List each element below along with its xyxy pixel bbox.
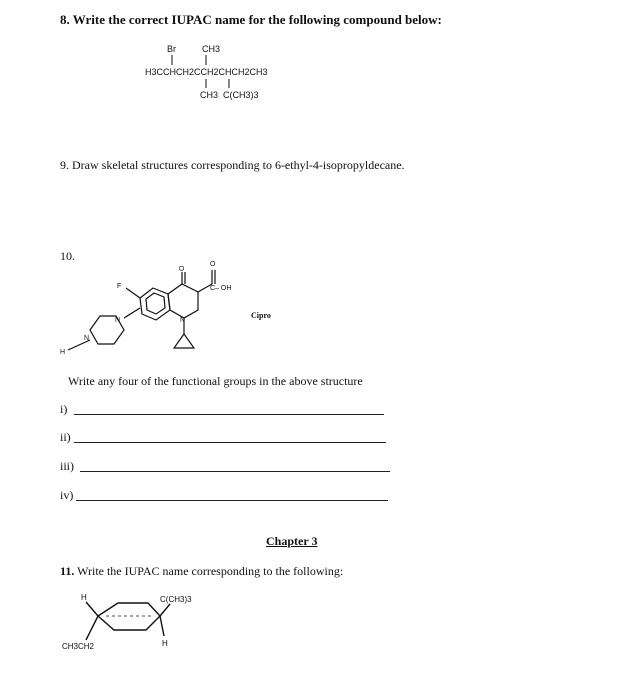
cch3-label: C(CH3)3 xyxy=(160,595,192,604)
f-label: F xyxy=(117,283,122,290)
n-piperazine-1-label: N xyxy=(115,317,121,324)
q8-ch3-top-label: CH3 xyxy=(202,44,221,54)
h-bottom-label: H xyxy=(162,639,168,648)
cooh-label: C– OH xyxy=(210,285,232,292)
answer-label-4: iv) xyxy=(60,488,74,502)
o-carbonyl-label: O xyxy=(179,265,186,271)
answer-label-3: iii) xyxy=(60,459,74,473)
answer-label-1: i) xyxy=(60,402,68,416)
bond-h-bottom xyxy=(160,616,164,636)
q8-ch3-bottom-label: CH3 xyxy=(200,90,219,100)
h-label: H xyxy=(60,349,66,356)
functional-groups-prompt: Write any four of the functional groups in the above structure xyxy=(68,374,363,388)
q8-br-label: Br xyxy=(167,44,176,54)
answer-label-2: ii) xyxy=(60,430,71,444)
q8-cch3-label: C(CH3)3 xyxy=(223,90,259,100)
bond-ch3ch2 xyxy=(86,616,98,640)
question-11-number: 11. xyxy=(60,564,75,578)
ch3ch2-label: CH3CH2 xyxy=(62,642,95,651)
bond-cch3 xyxy=(160,604,170,616)
cyclohexane-ring xyxy=(98,603,160,630)
bond-h-top xyxy=(86,602,98,616)
n-piperazine-2-label: N xyxy=(84,335,90,342)
chapter-heading: Chapter 3 xyxy=(266,534,318,548)
o-acid-label: O xyxy=(210,261,216,268)
question-10-number: 10. xyxy=(60,249,75,263)
cipro-label: Cipro xyxy=(251,311,271,320)
q8-main-chain: H3CCHCH2CCH2CHCH2CH3 xyxy=(145,67,268,77)
question-9: 9. Draw skeletal structures corresponding to 6-ethyl-4-isopropyldecane. xyxy=(60,158,405,172)
question-8: 8. Write the correct IUPAC name for the following compound below: xyxy=(60,12,442,27)
n-ring-label: N xyxy=(180,317,186,324)
h-top-label: H xyxy=(81,593,87,602)
question-11-text: Write the IUPAC name corresponding to the following: xyxy=(77,564,344,578)
